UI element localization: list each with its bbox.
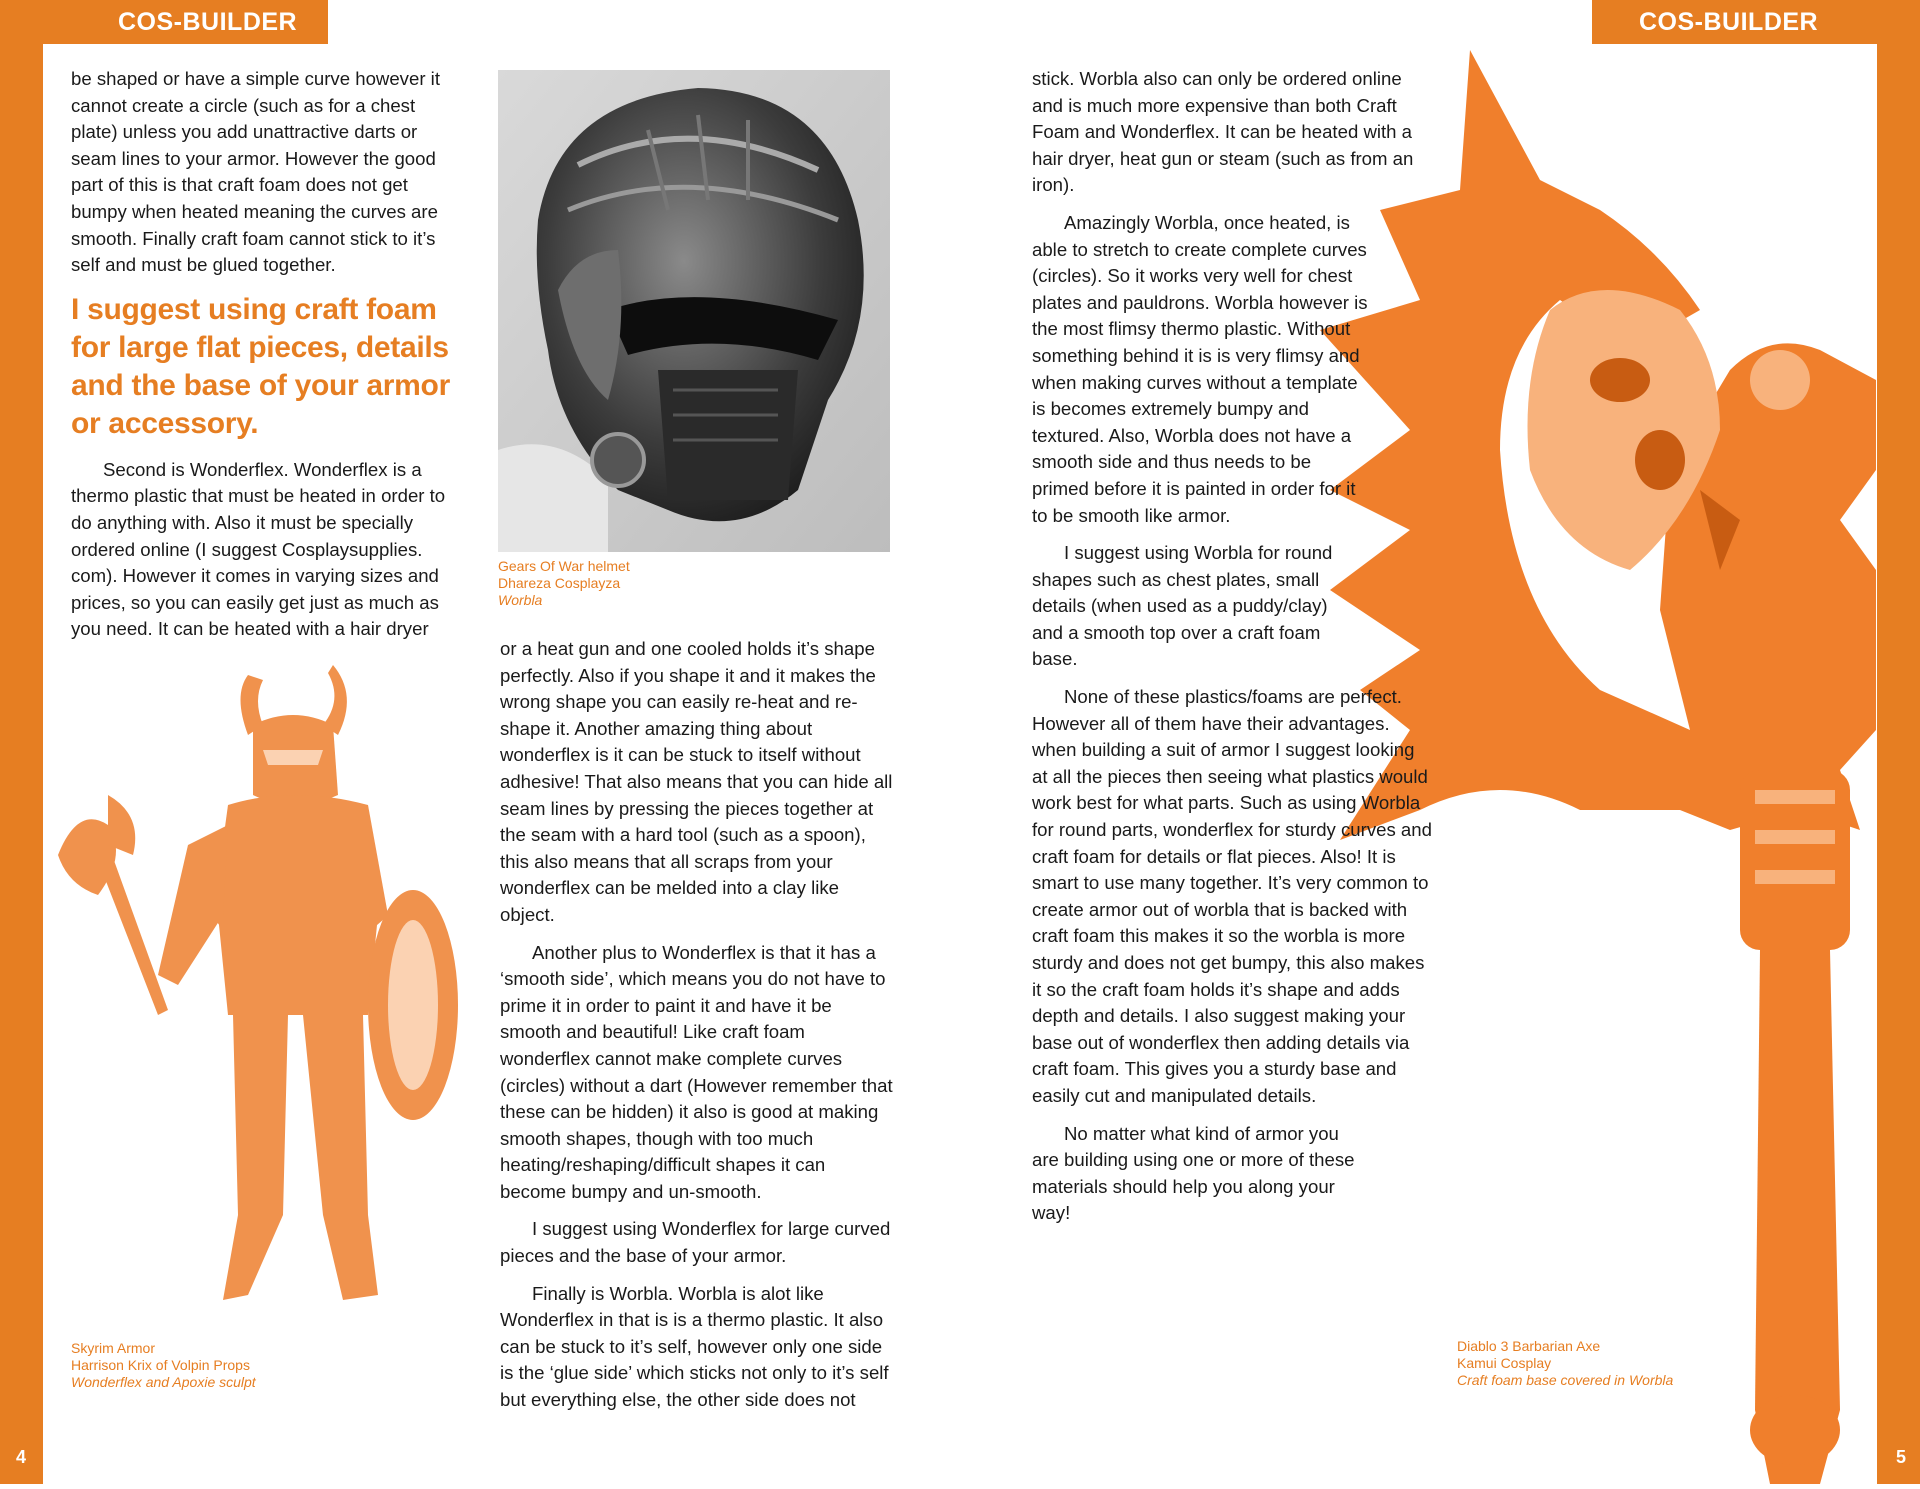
caption-line: Dhareza Cosplayza — [498, 575, 621, 591]
pull-quote: I suggest using craft foam for large flat pieces, details and the base of your armor or accessory. — [71, 292, 450, 440]
paragraph: Another plus to Wonderflex is that it has a ‘smooth side’, which means you do not have to prime it in order to paint it and have it be smooth and beautiful! Like craft foam wonderflex cannot make complete curves (circles) without a dart (However remember that these can be hidden) it also is good at making smooth shapes, though with too much heating/reshaping/difficult shapes it can become bumpy and un-smooth. — [500, 941, 893, 1202]
paragraph: be shaped or have a simple curve however it cannot create a circle (such as for a chest plate) unless you add unattractive darts or seam lines to your armor. However the good part of this is that craft foam does not get bumpy when heated meaning the curves are smooth. Finally craft foam cannot stick to it’s self and must be glued together. — [71, 68, 440, 276]
caption-line — [71, 1374, 256, 1391]
caption-material: Wonderflex and Apoxie sculpt — [71, 1374, 256, 1390]
paragraph: No matter what kind of armor you are building using one or more of these materials should help you along your way! — [1032, 1122, 1355, 1224]
column-middle — [500, 636, 895, 1425]
page-number-right: 5 — [1895, 1447, 1906, 1467]
page-number-left: 4 — [16, 1447, 27, 1467]
right-margin-bar — [1877, 0, 1920, 1484]
caption-line: Kamui Cosplay — [1457, 1355, 1552, 1371]
paragraph: Finally is Worbla. Worbla is alot like Wonderflex in that is is a thermo plastic. It also can be stuck to it’s self, however only one side is the ‘glue side’ which sticks not only to it’s self but everything else, the other side does not — [500, 1282, 889, 1411]
paragraph: I suggest using Wonderflex for large curved pieces and the base of your armor. — [500, 1218, 891, 1267]
paragraph: Second is Wonderflex. Wonderflex is a thermo plastic that must be heated in order to do anything with. Also it must be specially ordered online (I suggest Cosplaysupplies. com). However it comes in varying sizes and prices, so you can easily get just as much as you need. It can be heated with a hair dryer — [71, 458, 446, 640]
helmet-photo — [498, 70, 890, 552]
caption-line — [498, 592, 630, 609]
paragraph: Amazingly Worbla, once heated, is able to stretch to create complete curves (circles). So it works very well for chest plates and pauldrons. Worbla however is the most flimsy thermo plastic. Without something behind it is is very flimsy and when making curves without a template is becomes extremely bumpy and textured. Also, Worbla does not have a smooth side and thus needs to be primed before it is painted in order for it to be smooth like armor. — [1032, 211, 1368, 526]
header-right-title: COS-BUILDER — [1592, 0, 1920, 44]
caption-line: Harrison Krix of Volpin Props — [71, 1357, 250, 1373]
column-right — [1032, 66, 1432, 1238]
helmet-caption — [498, 558, 630, 609]
skyrim-armor-illustration — [48, 655, 488, 1335]
paragraph: or a heat gun and one cooled holds it’s shape perfectly. Also if you shape it and it makes the wrong shape you can easily re-heat and re-shape it. Another amazing thing about wonderflex is it can be stuck to itself without adhesive! That also means that you can hide all seam lines by pressing the pieces together at the seam with a hard tool (such as a spoon), this also means that all scraps from your wonderflex can be melded into a clay like object. — [500, 638, 893, 925]
caption-material: Worbla — [498, 592, 543, 608]
caption-line: Gears Of War helmet — [498, 558, 630, 574]
caption-line: Diablo 3 Barbarian Axe — [1457, 1338, 1601, 1354]
axe-caption — [1457, 1338, 1673, 1389]
left-margin-bar — [0, 0, 43, 1484]
caption-line — [1457, 1372, 1673, 1389]
column-left — [71, 66, 457, 654]
skyrim-caption — [71, 1340, 256, 1391]
caption-material: Craft foam base covered in Worbla — [1457, 1372, 1674, 1388]
header-left-title: COS-BUILDER — [0, 0, 328, 44]
paragraph: stick. Worbla also can only be ordered online and is much more expensive than both Craft Foam and Wonderflex. It can be heated with a hair dryer, heat gun or steam (such as from an iron). — [1032, 68, 1414, 196]
paragraph: I suggest using Worbla for round shapes such as chest plates, small details (when used as a puddy/clay) and a smooth top over a craft foam base. — [1032, 542, 1333, 670]
caption-line: Skyrim Armor — [71, 1340, 155, 1356]
paragraph: None of these plastics/foams are perfect. However all of them have their advantages. when building a suit of armor I suggest looking at all the pieces then seeing what plastics would work best for what parts. Such as using Worbla for round parts, wonderflex for sturdy curves and craft foam for details or flat pieces. Also! It is smart to use many together. It’s very common to create armor out of worbla that is backed with craft foam this makes it so the worbla is more sturdy and does not get bumpy, this also makes it so the craft foam holds it’s shape and adds depth and details. I also suggest making your base out of wonderflex then adding details via craft foam. This gives you a sturdy base and easily cut and manipulated details. — [1032, 686, 1432, 1106]
